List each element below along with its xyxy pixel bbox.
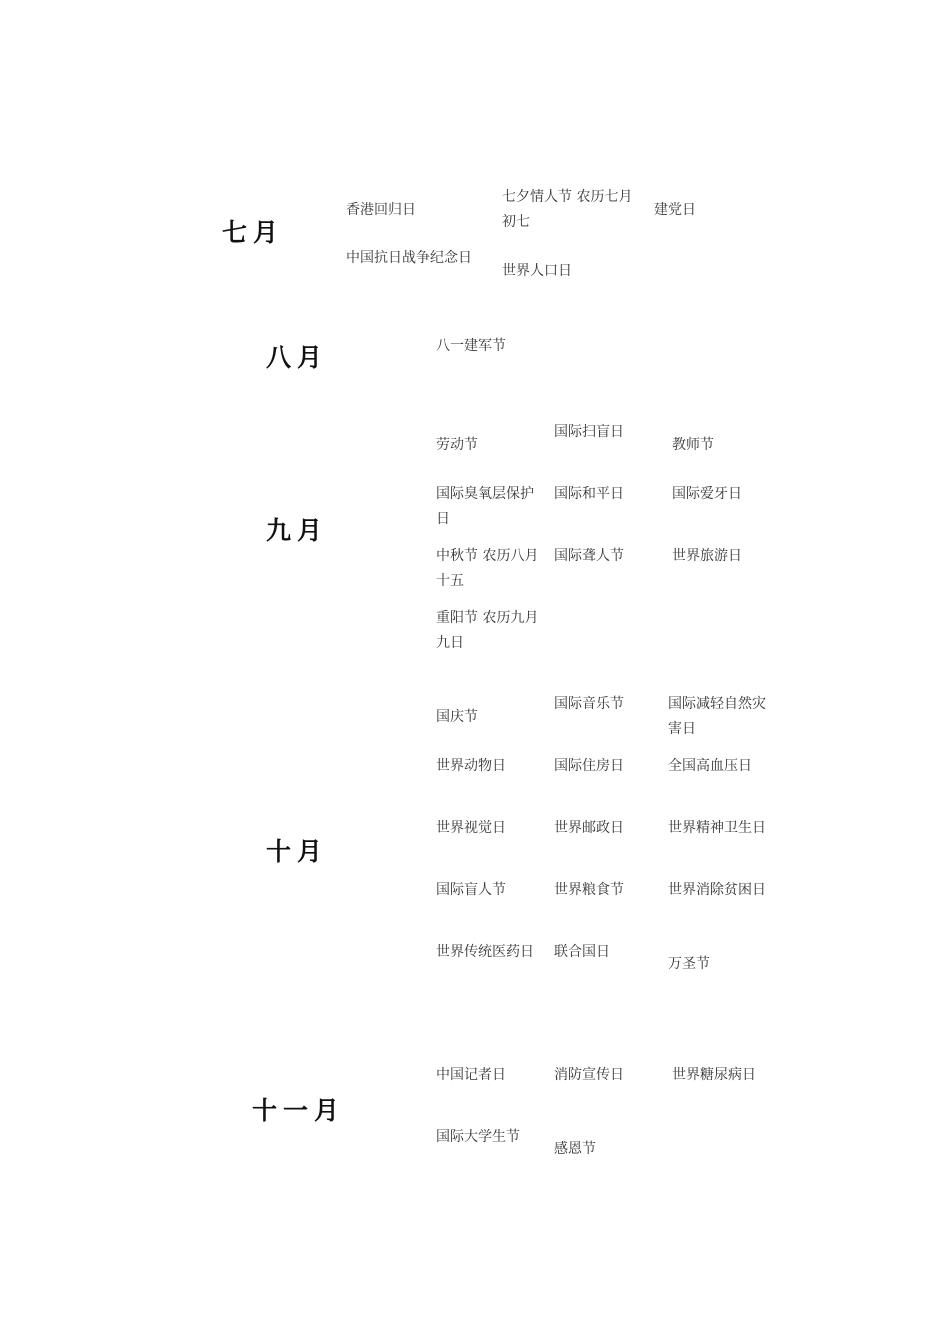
holiday-item: 国际和平日 — [554, 486, 624, 502]
holiday-item: 建党日 — [654, 202, 696, 218]
holiday-item: 国际臭氧层保护日 — [436, 486, 534, 527]
holiday-item: 劳动节 — [436, 437, 478, 453]
month-title-aug: 八月 — [266, 343, 329, 372]
holiday-item: 国际大学生节 — [436, 1129, 520, 1145]
holiday-item: 全国高血压日 — [668, 758, 752, 774]
holiday-item: 国际聋人节 — [554, 548, 624, 564]
holiday-item: 世界旅游日 — [672, 548, 742, 564]
holiday-item: 国际住房日 — [554, 758, 624, 774]
holiday-item: 国际扫盲日 — [554, 424, 624, 440]
holiday-item: 八一建军节 — [436, 338, 506, 354]
holiday-item: 中国抗日战争纪念日 — [346, 250, 472, 266]
holiday-item: 消防宣传日 — [554, 1067, 624, 1083]
holiday-item: 国际盲人节 — [436, 882, 506, 898]
holiday-item: 世界传统医药日 — [436, 944, 534, 960]
holiday-item: 国际减轻自然灾害日 — [668, 696, 766, 737]
month-title-nov: 十一月 — [252, 1096, 346, 1125]
holiday-item: 国庆节 — [436, 709, 478, 725]
holiday-item: 香港回归日 — [346, 202, 416, 218]
holiday-item: 联合国日 — [554, 944, 610, 960]
holiday-item: 世界精神卫生日 — [668, 820, 766, 836]
holiday-item: 中秋节 农历八月十五 — [436, 548, 539, 589]
holiday-item: 重阳节 农历九月九日 — [436, 610, 539, 651]
holiday-item: 世界邮政日 — [554, 820, 624, 836]
month-title-jul: 七月 — [222, 218, 285, 247]
month-title-sep: 九月 — [266, 516, 329, 545]
holiday-item: 万圣节 — [668, 956, 710, 972]
holiday-item: 世界消除贫困日 — [668, 882, 766, 898]
holiday-item: 世界视觉日 — [436, 820, 506, 836]
holiday-item: 国际音乐节 — [554, 696, 624, 712]
holiday-item: 中国记者日 — [436, 1067, 506, 1083]
holiday-item: 教师节 — [672, 437, 714, 453]
holiday-item: 七夕情人节 农历七月初七 — [502, 189, 633, 230]
month-title-oct: 十月 — [266, 837, 329, 866]
holiday-item: 世界糖尿病日 — [672, 1067, 756, 1083]
holiday-item: 世界动物日 — [436, 758, 506, 774]
holiday-item: 国际爱牙日 — [672, 486, 742, 502]
holiday-item: 世界人口日 — [502, 263, 572, 279]
holiday-item: 感恩节 — [554, 1141, 596, 1157]
holiday-item: 世界粮食节 — [554, 882, 624, 898]
